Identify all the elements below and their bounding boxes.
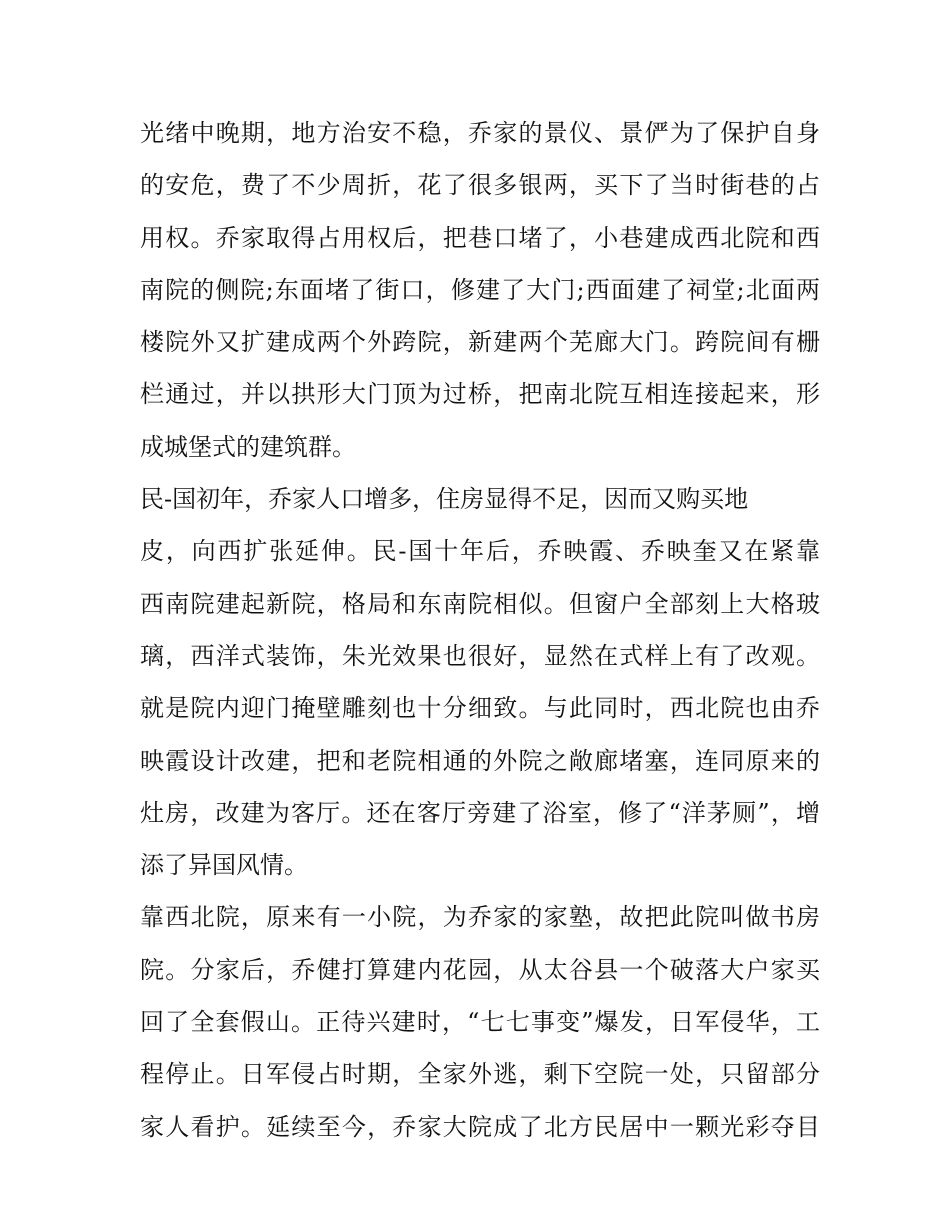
- document-body: [140, 107, 820, 1153]
- text-line: 栏通过，并以拱形大门顶为过桥，把南北院互相连接起来，形: [140, 380, 820, 409]
- text-line: 南院的侧院;东面堵了街口，修建了大门;西面建了祠堂;北面两: [140, 275, 820, 304]
- text-line: 映霞设计改建，把和老院相通的外院之敞廊堵塞，连同原来的: [140, 746, 820, 775]
- text-line: 添了异国风情。: [140, 851, 308, 880]
- text-line: 皮，向西扩张延伸。民-国十年后，乔映霞、乔映奎又在紧靠: [140, 537, 820, 566]
- text-line: 的安危，费了不少周折，花了很多银两，买下了当时街巷的占: [140, 171, 820, 200]
- text-line: 楼院外又扩建成两个外跨院，新建两个芜廊大门。跨院间有栅: [140, 328, 820, 357]
- text-line: 靠西北院，原来有一小院，为乔家的家塾，故把此院叫做书房: [140, 903, 820, 932]
- text-line: 程停止。日军侵占时期，全家外逃，剩下空院一处，只留部分: [140, 1060, 820, 1089]
- text-line: 用权。乔家取得占用权后，把巷口堵了，小巷建成西北院和西: [140, 223, 820, 252]
- text-line: 灶房，改建为客厅。还在客厅旁建了浴室，修了“洋茅厕”，增: [140, 798, 820, 827]
- text-line: 回了全套假山。正待兴建时，“七七事变”爆发，日军侵华，工: [140, 1008, 820, 1037]
- text-line: 民-国初年，乔家人口增多，住房显得不足，因而又购买地: [140, 485, 749, 514]
- text-line: 家人看护。延续至今，乔家大院成了北方民居中一颗光彩夺目: [140, 1112, 820, 1141]
- text-line: 院。分家后，乔健打算建内花园，从太谷县一个破落大户家买: [140, 955, 820, 984]
- text-line: 西南院建起新院，格局和东南院相似。但窗户全部刻上大格玻: [140, 589, 820, 618]
- text-line: 就是院内迎门掩壁雕刻也十分细致。与此同时，西北院也由乔: [140, 694, 820, 723]
- text-line: 璃，西洋式装饰，朱光效果也很好，显然在式样上有了改观。: [140, 641, 820, 670]
- text-line: 成城堡式的建筑群。: [140, 432, 356, 461]
- text-line: 光绪中晚期，地方治安不稳，乔家的景仪、景俨为了保护自身: [140, 119, 820, 147]
